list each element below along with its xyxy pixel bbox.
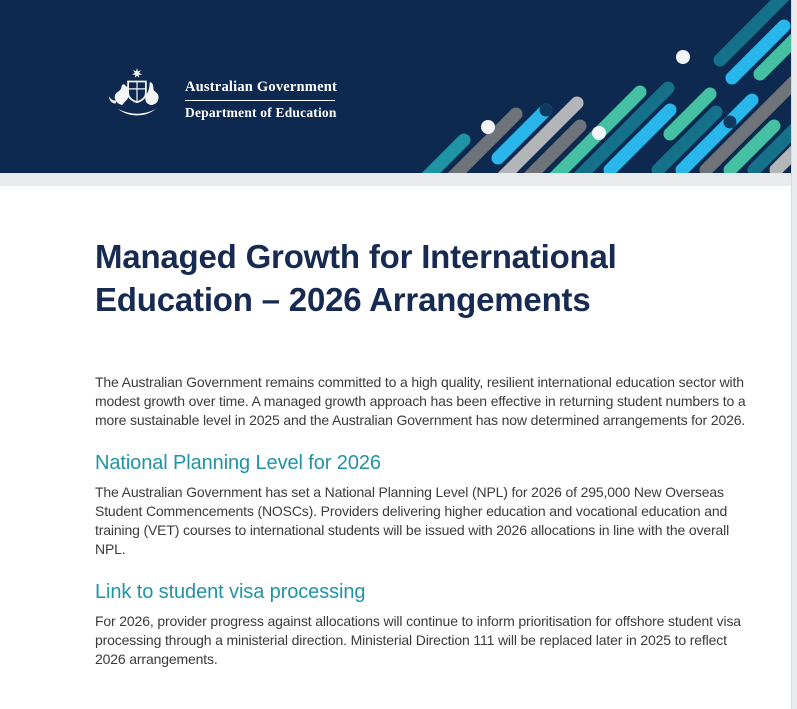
- intro-paragraph: The Australian Government remains committed to a high quality, resilient international education sector with modest growth over time. A managed growth approach has been effective in returning student numbers to a more sustainable level in 2025 and the Australian Government has now determined arrangements for 2026.: [95, 374, 746, 428]
- australian-coat-of-arms-icon: [100, 63, 174, 137]
- viewer-right-gutter: [791, 0, 797, 709]
- page-edge-band: [0, 173, 797, 186]
- diagonal-stripes-decoration: [380, 0, 792, 173]
- government-logo: [100, 63, 337, 137]
- section-body: For 2026, provider progress against allocations will continue to inform prioritisation for offshore student visa processing through a ministerial direction. Ministerial Direction 111 will be replaced later in 2025 to reflect 2026 arrangements.: [95, 613, 741, 667]
- section-heading: National Planning Level for 2026: [95, 452, 381, 474]
- document-page: [0, 186, 792, 709]
- section-body: The Australian Government has set a National Planning Level (NPL) for 2026 of 295,000 New Overseas Student Commencements (NOSCs). Providers delivering higher education and vocational education and training (VET) courses to international students will be issued with 2026 allocations in line with the overall NPL.: [95, 484, 730, 557]
- section-visa-processing: [95, 579, 792, 669]
- section-heading: Link to student visa processing: [95, 581, 366, 603]
- header-banner: [0, 0, 797, 173]
- logo-dept-name: Department of Education: [185, 105, 337, 120]
- page-title: Managed Growth for International Education – 2026 Arrangements: [95, 238, 617, 318]
- logo-org-name: Australian Government: [185, 79, 338, 95]
- logo-text-block: [185, 63, 337, 121]
- logo-divider: [185, 100, 335, 101]
- section-national-planning-level: [95, 450, 792, 559]
